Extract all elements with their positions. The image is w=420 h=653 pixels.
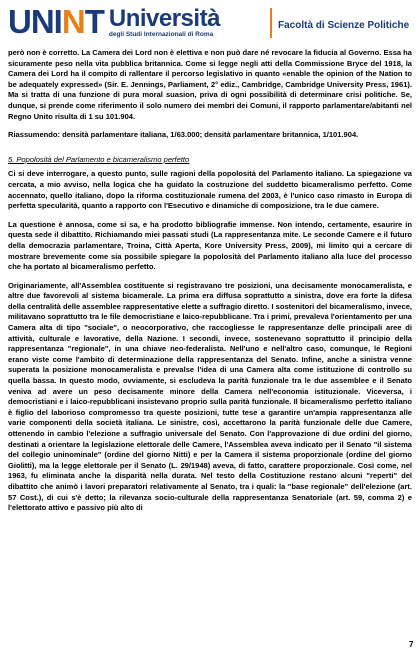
logo-mark: UNINT xyxy=(8,3,104,40)
section-title: 5. Popolosità del Parlamento e bicameralismo perfetto xyxy=(8,154,190,164)
paragraph: Originariamente, all'Assemblea costituente si registravano tre posizioni, una decisamente monocameralista, e altre due favorevoli al sistema bicamerale. La prima era diffusa soprattutto a sinistra, dove era forte la difesa della centralità delle assemblee rappresentative elette a suffragio diretto. I sostenitori del bicameralismo, invece, militavano soprattutto tra le file democristiane e laico-repubblicane. Tra i primi, prevaleva l'orientamento per una Camera alta di tipo "sociale", o neocorporativo, che raccogliesse le rappresentanze delle principali aree di attività, culturale e lavorative, della Nazione. I secondi, invece, sostenevano soprattutto il principio della rappresentanza "regionale", in una chiave neo-federalista. Nell'uno e nell'altro caso, comunque, le Regioni erano viste come l'ambito di determinazione della rappresentanza del Senato. Infine, anche a sinistra venne superata la posizione monocameralista e prevalse l'idea di una Camera alta come istituzione di controllo su quella bassa. In questo modo, ovviamente, si escludeva la parità funzionale tra le due assemblee e il Senato veniva ad avere un peso decisamente minore della Camera nell'economia istituzionale. Viceversa, i democristiani e i laico-repubblicani insistevano proprio sulla parità funzionale. Il bicameralismo perfetto italiano è figlio del laborioso compromesso tra queste posizioni, tutte tese a garantire un'ampia rappresentanza alle varie componenti della società italiana. Le sinistre, così, accettarono la parità funzionale delle due Camere, ottenendo in cambio l'elezione a suffragio universale del Senato. Con l'approvazione di due ordini del giorno, destinati a orientare la legislazione elettorale delle Camere, l'Assemblea aveva indicato per il Senato "il sistema del collegio uninominale" (ordine del giorno Nitti) e per la Camera il sistema proporzionale (ordine del giorno Giolitti), ma la legge elettorale per il Senato (L. 29/1948) aveva, di fatto, carattere proporzionale. Così come, nel 1963, fu eliminata anche la disparità nella durata. Nel testo della Costituzione restano alcuni "reperti" del dibattito che animò i lavori preparatori relativamente al Senato, tra i quali: la "base regionale" dell'elezione (art. 57 Cost.), di cui s'è detto; la rilevanza socio-culturale della rappresentanza Senatoriale (art. 59, comma 2) e l'elettorato attivo e passivo più alto di xyxy=(8,280,412,513)
logo-universita: Università xyxy=(108,5,220,32)
page-number: 7 xyxy=(409,640,414,649)
logo-subtitle: degli Studi Internazionali di Roma xyxy=(108,31,214,38)
logo-wordmark xyxy=(108,5,220,39)
page-header xyxy=(6,0,416,42)
header-divider xyxy=(270,8,272,38)
document-body xyxy=(8,48,412,522)
paragraph: però non è corretto. La Camera dei Lord non è elettiva e non può dare né revocare la fiducia al Governo. Essa ha sicuramente peso nella vita pubblica britannica. Come si legge negli atti della Commissione Bryce del 1918, la Camera dei Lord ha il compito di rallentare il percorso legislativo in quanto «enable the opinion of the Nation to be adequately expressed» (Sir. E. Jennings, Parliament, 2° ediz., Cambridge, Cambridge University Press, 1961). Ma si tratta di una funzione di pura moral suasion, priva di ogni possibilità di determinare crisi politiche. Se, dunque, si prende come riferimento il solo numero dei membri dei Comuni, il rapporto parlamentare/abitanti nel Regno Unito risulta di 1 su 101.904. xyxy=(8,48,412,121)
paragraph: La questione è annosa, come si sa, e ha prodotto bibliografie immense. Non intendo, certamente, esaurire in questa sede il dibattito. Richiamando miei passati studi (La rappresentanza mite. Le seconde Camere e il futuro della democrazia parlamentare, Troina, Città Aperta, Kore University Press, 2009), mi limito qui a cercare di mostrare brevemente come sia possibile spiegare la popolosità del Parlamento italiano alla luce del processo che ha portato al bicameralismo perfetto. xyxy=(8,219,412,272)
paragraph: Ci si deve interrogare, a questo punto, sulle ragioni della popolosità del Parlamento italiano. La spiegazione va cercata, a mio avviso, nella logica che ha guidato la costruzione del suddetto bicameralismo perfetto. Come accennato, quello italiano, dopo la riforma costituzionale rumena del 2003, è l'unico caso rimasto in Europa di perfetta specularità, quanto a rapporto con l'Esecutivo e dinamiche di composizione, tra le due camere. xyxy=(8,169,412,211)
paragraph: Riassumendo: densità parlamentare italiana, 1/63.000; densità parlamentare britannica, 1/101.904. xyxy=(8,130,359,140)
faculty-name: Facoltà di Scienze Politiche xyxy=(278,20,410,31)
unint-logo xyxy=(8,3,220,39)
